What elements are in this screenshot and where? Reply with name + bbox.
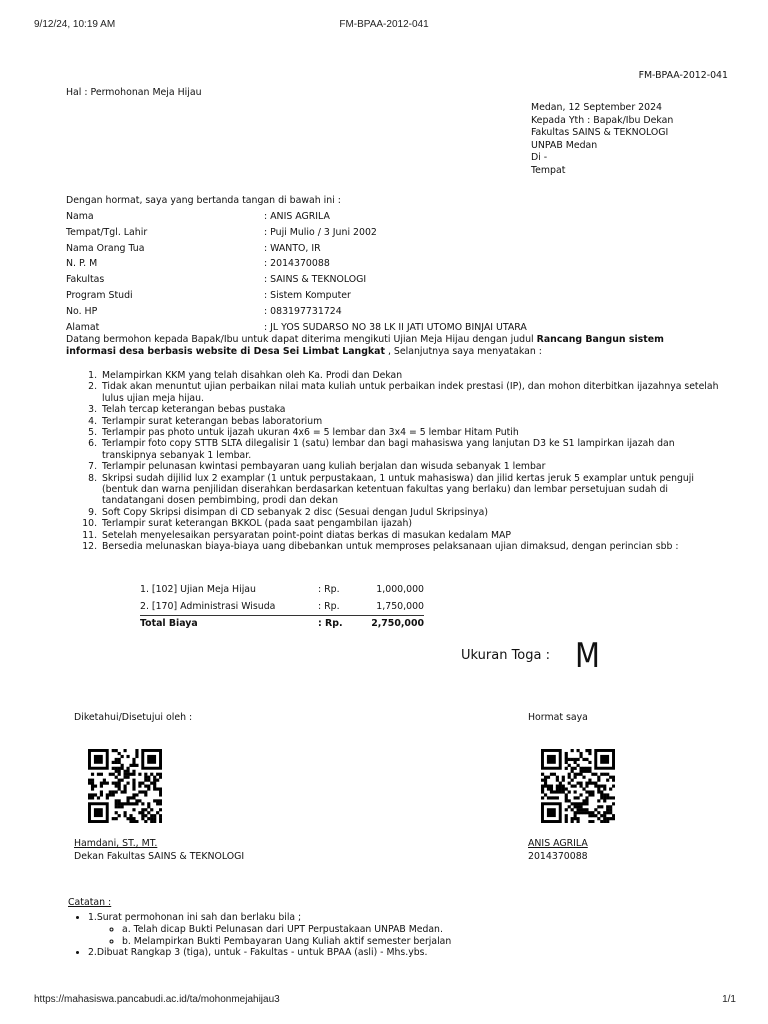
letter-date: Medan, 12 September 2024: [531, 102, 663, 113]
cost-item-rp: : Rp.: [318, 584, 340, 595]
recipient-to: Kepada Yth : Bapak/Ibu Dekan: [531, 114, 674, 126]
identity-row: [66, 320, 527, 336]
total-label: Total Biaya: [140, 618, 198, 630]
list-item: 6. Terlampir foto copy STTB SLTA dilegalisir 1 (satu) lembar dan bagi mahasiswa yang lanjutan D3 ke S1 lampirkan ijazah dan transkipnya sebanyak 1 lembar.: [100, 438, 726, 461]
list-item: 7. Terlampir pelunasan kwintasi pembayaran uang kuliah berjalan dan wisuda sebanyak 1 lembar: [100, 461, 726, 472]
recipient-tempat: Tempat: [531, 164, 566, 176]
print-title: FM-BPAA-2012-041: [339, 19, 429, 30]
qr-code-right-icon: [541, 749, 615, 823]
print-url: https://mahasiswa.pancabudi.ac.id/ta/mohonmejahijau3: [34, 994, 280, 1005]
print-datetime: 9/12/24, 10:19 AM: [34, 19, 116, 30]
identity-row: [66, 304, 527, 320]
list-item: ◦ a. Telah dicap Bukti Pelunasan dari UPT Perpustakaan UNPAB Medan.: [122, 924, 451, 936]
identity-row: [66, 272, 527, 288]
form-code: FM-BPAA-2012-041: [638, 70, 728, 81]
recipient-faculty: Fakultas SAINS & TEKNOLOGI: [531, 127, 669, 138]
toga-label: Ukuran Toga :: [461, 648, 550, 663]
total-amount: 2,750,000: [371, 618, 424, 630]
cost-table: [140, 582, 424, 633]
identity-label: Alamat: [66, 321, 100, 333]
identity-value: : WANTO, IR: [264, 242, 321, 254]
identity-label: Nama Orang Tua: [66, 242, 145, 254]
identity-label: Tempat/Tgl. Lahir: [66, 226, 148, 238]
identity-row: [66, 256, 527, 272]
list-item: [88, 912, 451, 947]
right-signer-name: ANIS AGRILA: [528, 838, 588, 849]
table-row: [140, 599, 424, 616]
identity-label: Program Studi: [66, 289, 133, 301]
right-signer: [528, 838, 588, 863]
list-item: 3. Telah tercap keterangan bebas pustaka: [100, 404, 726, 415]
cost-item-label: 2. [170] Administrasi Wisuda: [140, 599, 318, 616]
identity-label: No. HP: [66, 305, 98, 317]
identity-label: Nama: [66, 211, 94, 222]
notes-list: [88, 912, 451, 959]
cost-item-rp: : Rp.: [318, 599, 358, 616]
identity-value: : ANIS AGRILA: [264, 211, 330, 222]
letter-subject: Hal : Permohonan Meja Hijau: [66, 87, 202, 98]
identity-label: Fakultas: [66, 274, 105, 286]
identity-value: : SAINS & TEKNOLOGI: [264, 274, 367, 286]
list-item: 5. Terlampir pas photo untuk ijazah ukuran 4x6 = 5 lembar dan 3x4 = 5 lembar Hitam Putih: [100, 427, 726, 438]
qr-code-left-icon: [88, 749, 162, 823]
left-signer-name: Hamdani, ST., MT.: [74, 838, 158, 849]
total-rp: : Rp.: [318, 618, 343, 630]
identity-value: : 2014370088: [264, 258, 330, 270]
list-item: 2. Tidak akan menuntut ujian perbaikan nilai mata kuliah untuk perbaikan indek prestasi (IP), dan mohon diterbitkan ijazahnya setelah lulus ujian meja hijau.: [100, 381, 726, 404]
right-signature-heading: Hormat saya: [528, 712, 588, 723]
identity-table: [66, 209, 527, 335]
right-signer-id: 2014370088: [528, 850, 588, 862]
list-item: • 2.Dibuat Rangkap 3 (tiga), untuk - Fakultas - untuk BPAA (asli) - Mhs.ybs.: [88, 947, 451, 959]
identity-row: [66, 288, 527, 304]
left-signature-heading: Diketahui/Disetujui oleh :: [74, 712, 193, 723]
list-item: 9. Soft Copy Skripsi disimpan di CD sebanyak 2 disc (Sesuai dengan Judul Skripsinya): [100, 507, 726, 518]
cost-item-label: 1. [102] Ujian Meja Hijau: [140, 584, 256, 595]
list-item: 10. Terlampir surat keterangan BKKOL (pada saat pengambilan ijazah): [100, 518, 726, 529]
qr-pattern: [88, 749, 162, 823]
identity-row: [66, 225, 527, 241]
cost-item-amount: 1,750,000: [358, 599, 424, 616]
print-page-number: 1/1: [722, 994, 736, 1005]
qr-pattern: [541, 749, 615, 823]
request-paragraph: [66, 334, 716, 359]
recipient-block: [531, 102, 673, 177]
list-item: 11. Setelah menyelesaikan persyaratan point-point diatas berkas di masukan kedalam MAP: [100, 530, 726, 541]
identity-label: N. P. M: [66, 258, 98, 270]
left-signer: [74, 838, 244, 863]
identity-value: : Sistem Komputer: [264, 289, 351, 301]
identity-row: [66, 241, 527, 257]
identity-value: : JL YOS SUDARSO NO 38 LK II JATI UTOMO BINJAI UTARA: [264, 321, 527, 333]
list-item: 8. Skripsi sudah dijilid lux 2 examplar (1 untuk perpustakaan, 1 untuk mahasiswa) dan jilid kertas jeruk 5 examplar untuk penguji (bentuk dan warna penjilidan diserahkan berdasarkan ketentuan fakultas yang berlaku) dan lembar persetujuan sudah di tandatangani dosen pembimbing, prodi dan dekan: [100, 473, 726, 507]
identity-value: : Puji Mulio / 3 Juni 2002: [264, 226, 377, 238]
list-item: 4. Terlampir surat keterangan bebas laboratorium: [100, 416, 726, 427]
total-row: [140, 616, 424, 633]
list-item: ◦ b. Melampirkan Bukti Pembayaran Uang Kuliah aktif semester berjalan: [122, 936, 451, 948]
list-item: 12. Bersedia melunaskan biaya-biaya uang dibebankan untuk memproses pelaksanaan ujian dimaksud, dengan perincian sbb :: [100, 541, 726, 552]
recipient-university: UNPAB Medan: [531, 139, 598, 151]
left-signer-role: Dekan Fakultas SAINS & TEKNOLOGI: [74, 850, 245, 862]
thesis-title: Rancang Bangun sistem informasi desa berbasis website di Desa Sei Limbat Langkat: [66, 334, 664, 358]
toga-size: M: [575, 636, 600, 676]
list-item: 1. Melampirkan KKM yang telah disahkan oleh Ka. Prodi dan Dekan: [100, 370, 726, 381]
notes-heading: Catatan :: [68, 897, 112, 908]
cost-item-amount: 1,000,000: [376, 584, 424, 595]
recipient-di: Di -: [531, 152, 548, 163]
table-row: [140, 582, 424, 599]
identity-row: [66, 209, 527, 225]
note-text: 1.Surat permohonan ini sah dan berlaku bila ;: [88, 912, 302, 923]
request-text-pre: Datang bermohon kepada Bapak/Ibu untuk dapat diterima mengikuti Ujian Meja Hijau dengan judul: [66, 334, 537, 345]
opening-line: Dengan hormat, saya yang bertanda tangan di bawah ini :: [66, 195, 341, 206]
request-text-post: , Selanjutnya saya menyatakan :: [384, 346, 542, 358]
identity-value: : 083197731724: [264, 305, 342, 317]
requirements-list: [66, 370, 726, 553]
